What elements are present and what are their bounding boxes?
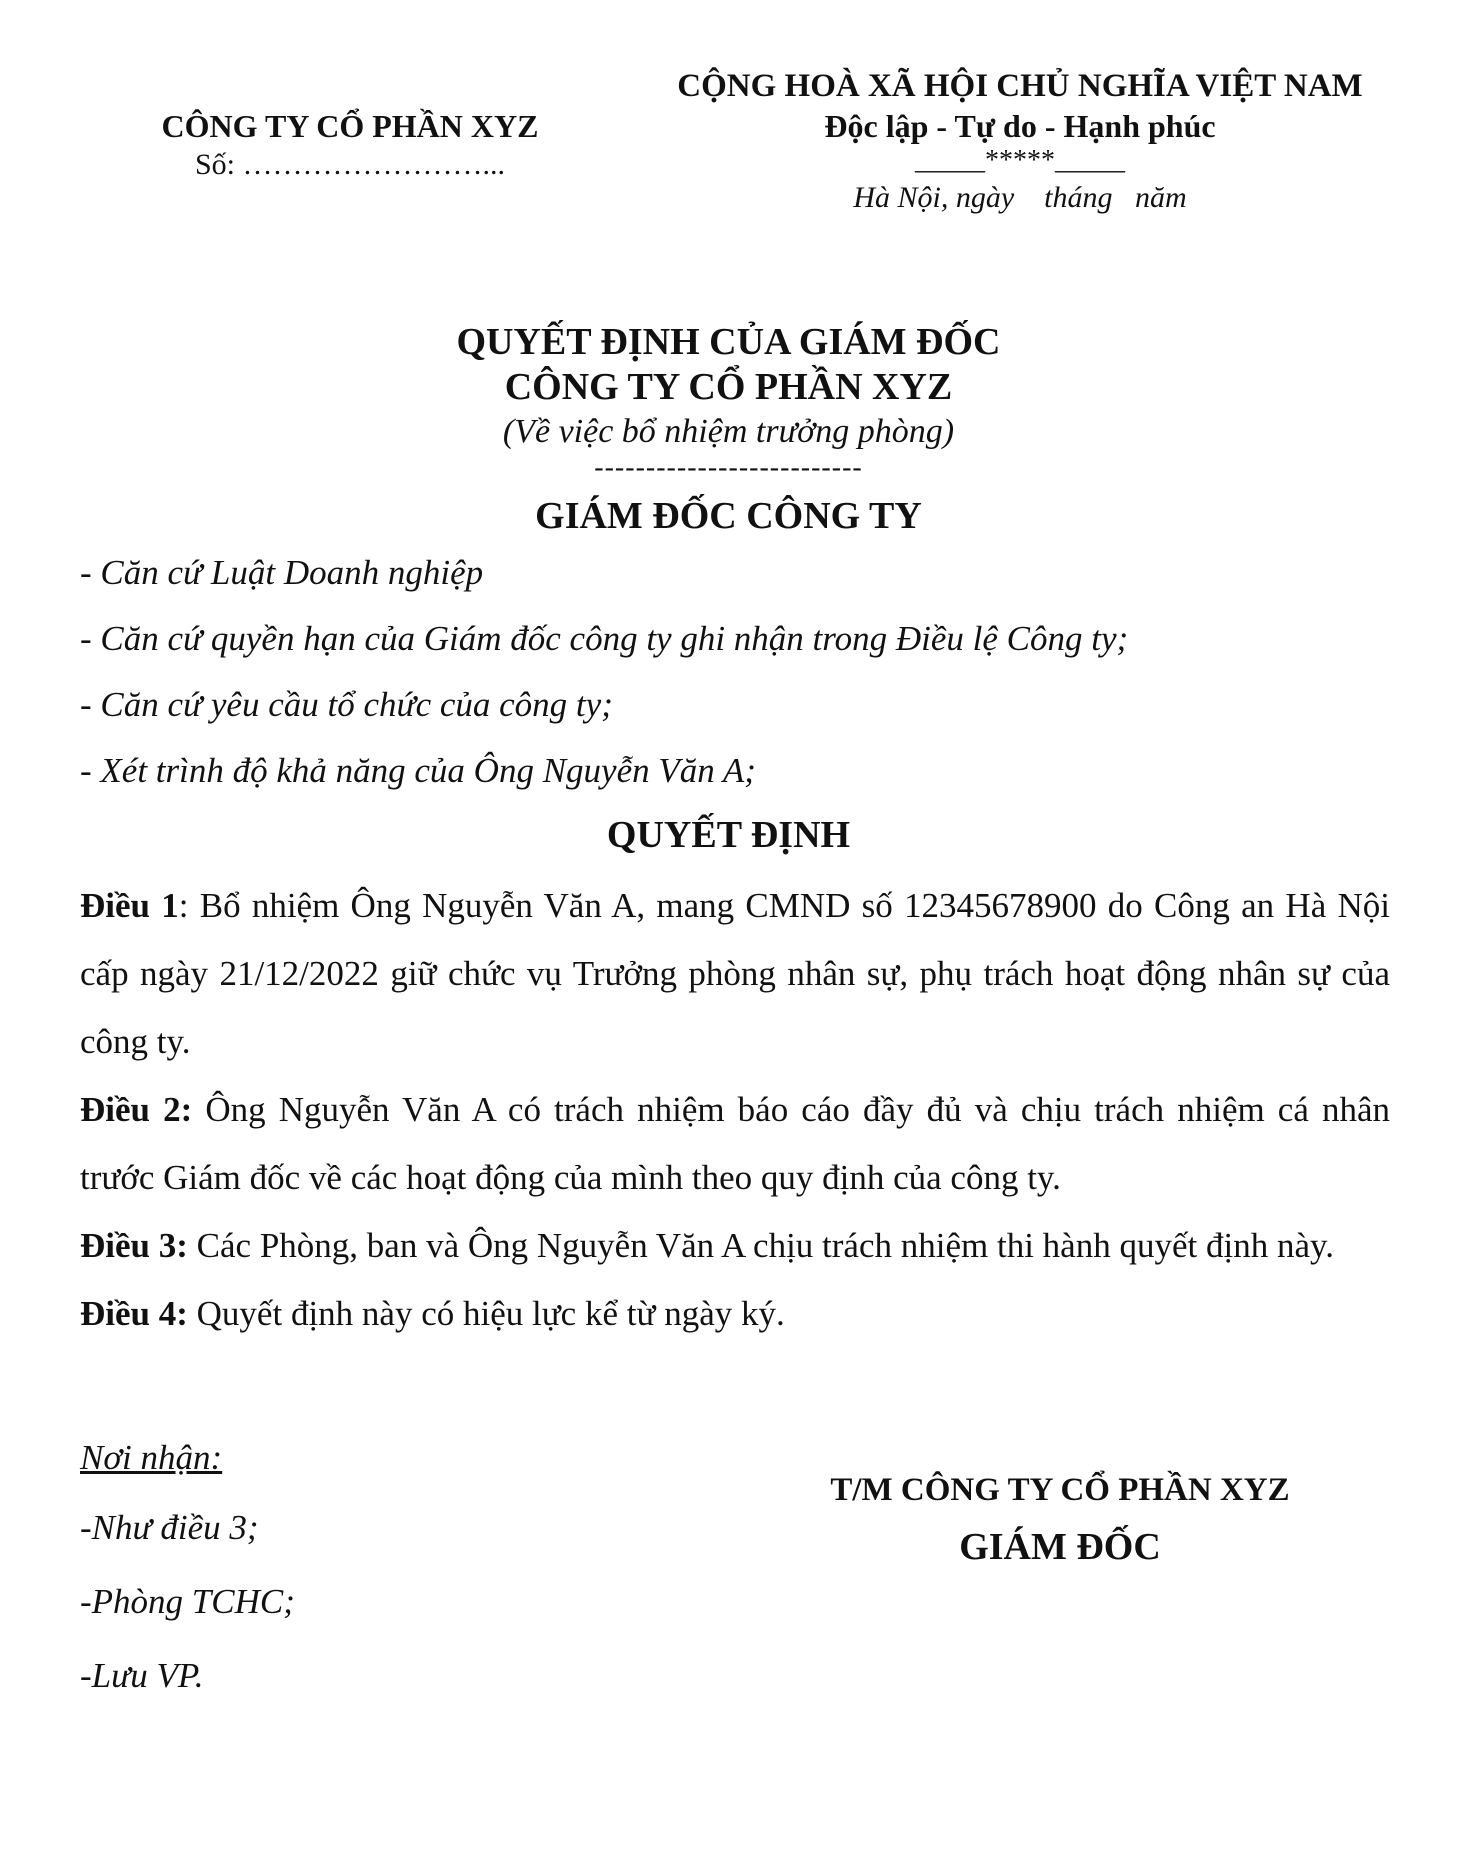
basis-line: - Căn cứ Luật Doanh nghiệp bbox=[80, 553, 484, 592]
article-text: Ông Nguyễn Văn A có trách nhiệm báo cáo đầy đủ và chịu trách nhiệm cá nhân trước Giám đốc về các hoạt động của mình theo quy định của công ty. bbox=[80, 1090, 1391, 1197]
issuer-heading: GIÁM ĐỐC CÔNG TY bbox=[535, 495, 922, 537]
article-text: Các Phòng, ban và Ông Nguyễn Văn A chịu trách nhiệm thi hành quyết định này. bbox=[187, 1226, 1334, 1265]
recipient-item: -Lưu VP. bbox=[80, 1656, 204, 1695]
article-label: Điều 4: bbox=[80, 1294, 188, 1333]
article-3 bbox=[80, 1212, 1390, 1280]
article-4 bbox=[80, 1280, 1390, 1348]
recipient-item: -Như điều 3; bbox=[80, 1508, 259, 1547]
article-text: : Bổ nhiệm Ông Nguyễn Văn A, mang CMND số 12345678900 do Công an Hà Nội cấp ngày 21/12/2022 giữ chức vụ Trưởng phòng nhân sự, phụ trách hoạt động nhân sự của công ty. bbox=[80, 886, 1390, 1061]
recipients-block bbox=[80, 1425, 680, 1713]
articles bbox=[80, 872, 1390, 1348]
basis-line: - Xét trình độ khả năng của Ông Nguyễn Văn A; bbox=[80, 751, 756, 790]
document-number: Số: ……………………... bbox=[194, 148, 506, 181]
header-left bbox=[120, 106, 580, 184]
decision-subject: (Về việc bổ nhiệm trưởng phòng) bbox=[502, 413, 955, 450]
signature-block bbox=[780, 1465, 1340, 1579]
decision-title-block bbox=[0, 320, 1457, 544]
recipients-title: Nơi nhận: bbox=[80, 1438, 223, 1477]
company-name: CÔNG TY CỔ PHẦN XYZ bbox=[161, 108, 539, 144]
signature-title: GIÁM ĐỐC bbox=[959, 1526, 1161, 1568]
national-title: CỘNG HOÀ XÃ HỘI CHỦ NGHĨA VIỆT NAM bbox=[677, 68, 1363, 104]
title-separator: -------------------------- bbox=[594, 452, 863, 483]
decision-company: CÔNG TY CỔ PHẦN XYZ bbox=[504, 366, 953, 408]
basis-line: - Căn cứ quyền hạn của Giám đốc công ty ghi nhận trong Điều lệ Công ty; bbox=[80, 619, 1129, 658]
recipient-item: -Phòng TCHC; bbox=[80, 1582, 295, 1621]
article-label: Điều 2: bbox=[80, 1090, 193, 1129]
article-text: Quyết định này có hiệu lực kể từ ngày ký. bbox=[187, 1294, 785, 1333]
basis-line: - Căn cứ yêu cầu tổ chức của công ty; bbox=[80, 685, 613, 724]
national-motto: Độc lập - Tự do - Hạnh phúc bbox=[824, 108, 1216, 144]
article-1 bbox=[80, 872, 1390, 1076]
motto-separator: _____*****_____ bbox=[915, 145, 1125, 176]
decision-heading: QUYẾT ĐỊNH bbox=[606, 814, 851, 856]
article-2 bbox=[80, 1076, 1390, 1212]
header-right bbox=[640, 66, 1400, 220]
article-label: Điều 1 bbox=[80, 886, 179, 925]
decision-title: QUYẾT ĐỊNH CỦA GIÁM ĐỐC bbox=[456, 321, 1001, 363]
article-label: Điều 3: bbox=[80, 1226, 188, 1265]
legal-basis-list bbox=[80, 540, 1400, 804]
signature-org: T/M CÔNG TY CỔ PHẦN XYZ bbox=[830, 1472, 1290, 1508]
place-date: Hà Nội, ngày tháng năm bbox=[853, 181, 1187, 214]
